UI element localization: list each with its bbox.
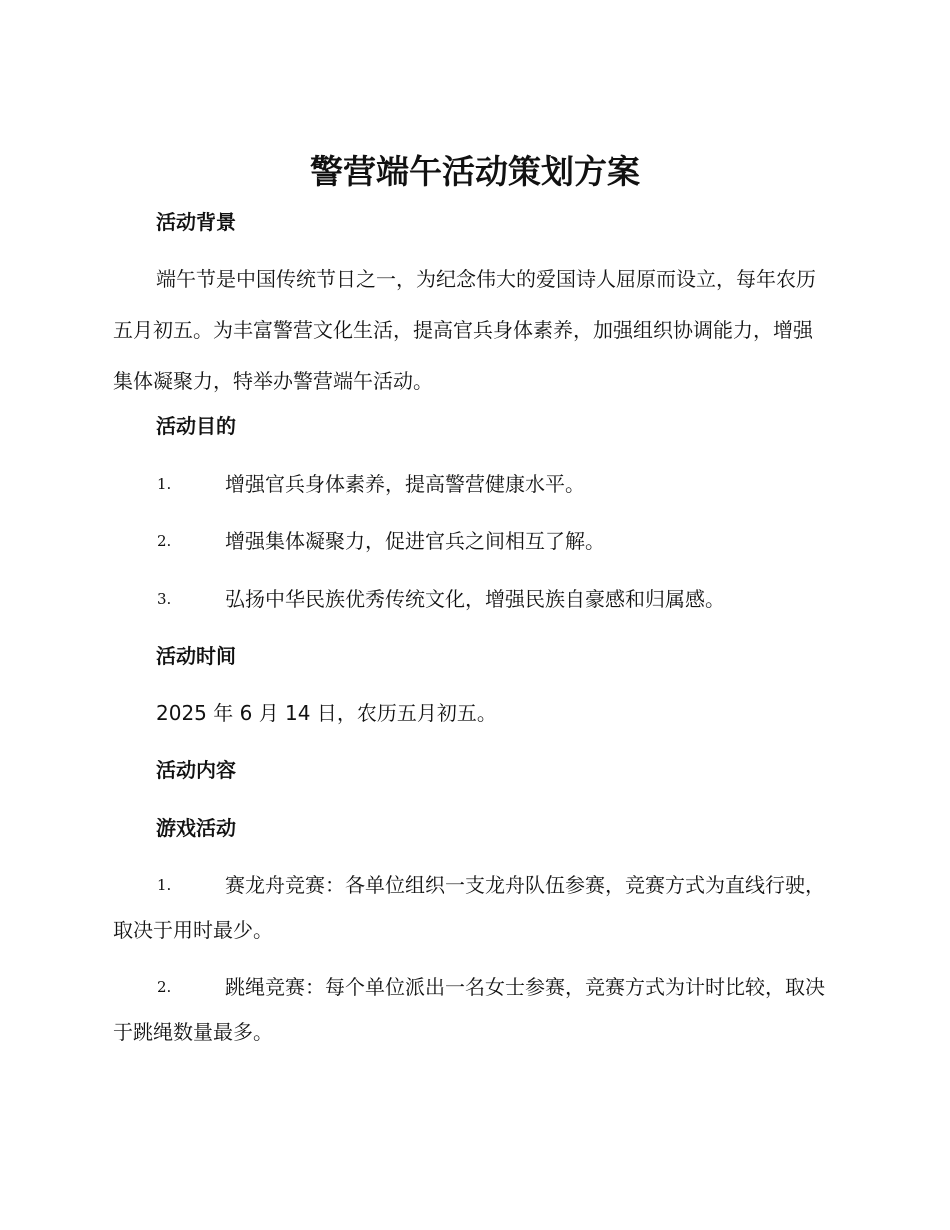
- list-number: 1.: [157, 876, 172, 894]
- time-text: 2025 年 6 月 14 日，农历五月初五。: [156, 701, 497, 725]
- games-list-item: [113, 863, 830, 953]
- list-item-text: 增强官兵身体素养，提高警营健康水平。: [225, 472, 585, 496]
- list-item-text: 跳绳竞赛：每个单位派出一名女士参赛，竞赛方式为计时比较，取决于跳绳数量最多。: [113, 975, 825, 1044]
- heading-time: 活动时间: [156, 644, 236, 668]
- list-item-text: 赛龙舟竞赛：各单位组织一支龙舟队伍参赛，竞赛方式为直线行驶，取决于用时最少。: [113, 873, 825, 942]
- heading-background: 活动背景: [156, 210, 236, 234]
- subheading-games: 游戏活动: [156, 816, 236, 840]
- document-title: 警营端午活动策划方案: [310, 152, 640, 191]
- background-paragraph: 端午节是中国传统节日之一，为纪念伟大的爱国诗人屈原而设立，每年农历五月初五。为丰富警营文化生活，提高官兵身体素养，加强组织协调能力，增强集体凝聚力，特举办警营端午活动。: [113, 267, 816, 393]
- list-number: 1.: [157, 475, 172, 493]
- list-number: 2.: [157, 978, 172, 996]
- list-number: 3.: [157, 590, 172, 608]
- list-number: 2.: [157, 532, 172, 550]
- heading-content: 活动内容: [156, 758, 236, 782]
- heading-purpose: 活动目的: [156, 414, 236, 438]
- list-item-text: 弘扬中华民族优秀传统文化，增强民族自豪感和归属感。: [225, 587, 725, 611]
- list-item-text: 增强集体凝聚力，促进官兵之间相互了解。: [225, 529, 605, 553]
- games-list-item: [113, 965, 830, 1055]
